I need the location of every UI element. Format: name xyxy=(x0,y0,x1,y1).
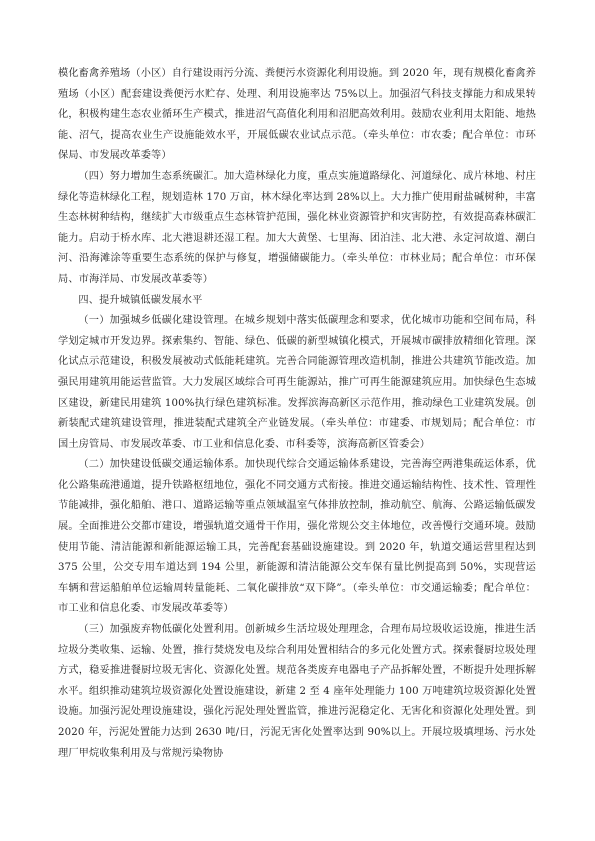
paragraph-carbon-sink: （四）努力增加生态系统碳汇。加大造林绿化力度，重点实施道路绿化、河道绿化、成片林地、村庄绿化等造林绿化工程，规划造林 170 万亩，林木绿化率达到 28%以上。大力推广使用耐盐碱树种，丰富生态林树种结构，继续扩大市级重点生态林管护范围，强化林业资源管护和灾害防控，有效提高森林碳汇能力。启动于桥水库、北大港退耕还湿工程。加大大黄堡、七里海、团泊洼、北大港、永定河故道、潮白河、沿海滩涂等重要生态系统的保护与修复，增强储碳能力。（牵头单位：市林业局；配合单位：市环保局、市海洋局、市发展改革委等） xyxy=(58,170,536,285)
section-heading-urban-low-carbon: 四、提升城镇低碳发展水平 xyxy=(78,294,203,306)
document-body xyxy=(58,64,536,764)
paragraph-urban-construction: （一）加强城乡低碳化建设管理。在城乡规划中落实低碳理念和要求，优化城市功能和空间布局，科学划定城市开发边界。探索集约、智能、绿色、低碳的新型城镇化模式，开展城市碳排放精细化管理。深化试点示范建设，积极发展被动式低能耗建筑。完善合同能源管理改造机制，推进公共建筑节能改造。加强民用建筑用能运营监管。大力发展区域综合可再生能源站，推广可再生能源建筑应用。加快绿色生态城区建设，新建民用建筑 100%执行绿色建筑标准。发挥滨海高新区示范作用，推动绿色工业建筑发展。创新装配式建筑建设管理，推进装配式建筑全产业链发展。（牵头单位：市建委、市规划局；配合单位：市国土房管局、市发展改革委、市工业和信息化委、市科委等，滨海高新区管委会） xyxy=(58,315,536,450)
paragraph-livestock-continuation: 模化畜禽养殖场（小区）自行建设雨污分流、粪便污水资源化利用设施。到 2020 年，现有规模化畜禽养殖场（小区）配套建设粪便污水贮存、处理、利用设施率达 75%以上。加强沼气科技支撑能力和成果转化，积极构建生态农业循环生产模式，推进沼气高值化利用和沼肥高效利用。鼓励农业利用太阳能、地热能、沼气，提高农业生产设施能效水平，开展低碳农业试点示范。（牵头单位：市农委；配合单位：市环保局、市发展改革委等） xyxy=(58,68,536,162)
paragraph-low-carbon-transport: （二）加快建设低碳交通运输体系。加快现代综合交通运输体系建设，完善海空两港集疏运体系，优化公路集疏港通道，提升铁路枢纽地位，强化不同交通方式衔接。推进交通运输结构性、技术性、管理性节能减排，强化船舶、港口、道路运输等重点领域温室气体排放控制，推动航空、航海、公路运输低碳发展。全面推进公交都市建设，增强轨道交通骨干作用，强化常规公交主体地位，改善慢行交通环境。鼓励使用节能、清洁能源和新能源运输工具，完善配套基础设施建设。到 2020 年，轨道交通运营里程达到 375 公里，公交专用车道达到 194 公里，新能源和清洁能源公交车保有量比例提高到 50%，实现营运车辆和营运船舶单位运输周转量能耗、二氧化碳排放“双下降”。（牵头单位：市交通运输委；配合单位：市工业和信息化委、市发展改革委等） xyxy=(58,459,536,615)
paragraph-waste-disposal: （三）加强废弃物低碳化处置利用。创新城乡生活垃圾处理理念，合理布局垃圾收运设施，推进生活垃圾分类收集、运输、处置，推行焚烧发电及综合利用处置相结合的多元化处置方式。探索餐厨垃圾处理方式，稳妥推进餐厨垃圾无害化、资源化处置。规范各类废弃电器电子产品拆解处置，不断提升处理拆解水平。组织推动建筑垃圾资源化处置设施建设，新建 2 至 4 座年处理能力 100 万吨建筑垃圾资源化处置设施。加强污泥处理设施建设，强化污泥处理处置监管，推进污泥稳定化、无害化和资源化处理处置。到 2020 年，污泥处置能力达到 2630 吨/日，污泥无害化处置率达到 90%以上。开展垃圾填埋场、污水处理厂甲烷收集利用及与常规污染物协 xyxy=(58,624,536,759)
